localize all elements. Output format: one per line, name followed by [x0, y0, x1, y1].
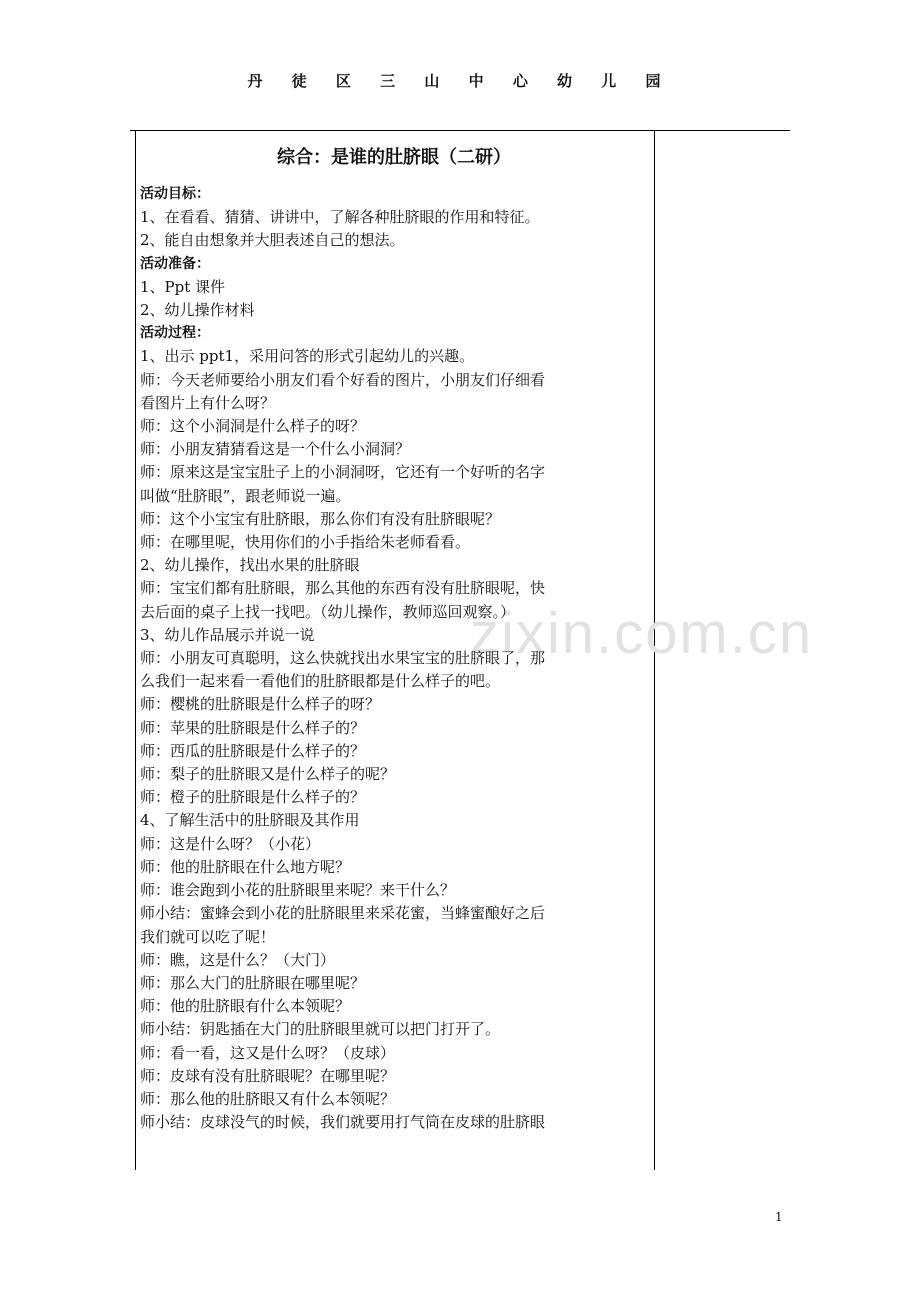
text-line: 师：他的肚脐眼在什么地方呢？ — [140, 857, 351, 876]
text-line: 3、幼儿作品展示并说一说 — [140, 625, 315, 644]
document-body — [140, 145, 648, 1134]
text-line: 1、在看看、猜猜、讲讲中，了解各种肚脐眼的作用和特征。 — [140, 208, 540, 227]
school-header: 丹 徒 区 三 山 中 心 幼 儿 园 — [247, 72, 673, 90]
text-line: 1、Ppt 课件 — [140, 277, 226, 296]
text-line: 师：看一看，这又是什么呀？（皮球） — [140, 1043, 396, 1062]
text-line: 师：他的肚脐眼有什么本领呢？ — [140, 997, 351, 1016]
page-number: 1 — [775, 1210, 783, 1224]
text-line: 师：樱桃的肚脐眼是什么样子的呀？ — [140, 695, 381, 714]
text-line: 看图片上有什么呀？ — [140, 393, 276, 412]
text-line: 师：西瓜的肚脐眼是什么样子的？ — [140, 741, 366, 760]
watermark: zixin.com.cn — [470, 601, 814, 666]
text-line: 师：今天老师要给小朋友们看个好看的图片，小朋友们仔细看 — [140, 370, 546, 389]
top-rule — [130, 130, 790, 131]
text-line: 师小结：钥匙插在大门的肚脐眼里就可以把门打开了。 — [140, 1020, 501, 1039]
document-title: 综合：是谁的肚脐眼（二研） — [277, 147, 511, 168]
text-line: 么我们一起来看一看他们的肚脐眼都是什么样子的吧。 — [140, 672, 501, 691]
text-line: 2、幼儿操作材料 — [140, 301, 255, 320]
text-line: 我们就可以吃了呢！ — [140, 927, 276, 946]
left-border — [135, 130, 136, 1170]
text-line: 师小结：皮球没气的时候，我们就要用打气筒在皮球的肚脐眼 — [140, 1113, 546, 1132]
text-line: 师：皮球有没有肚脐眼呢？在哪里呢？ — [140, 1066, 396, 1085]
section-heading: 活动过程： — [140, 325, 210, 342]
text-line: 师：小朋友猜猜看这是一个什么小洞洞？ — [140, 440, 411, 459]
text-line: 1、出示 ppt1，采用问答的形式引起幼儿的兴趣。 — [140, 347, 475, 366]
text-line: 师：那么大门的肚脐眼在哪里呢？ — [140, 973, 366, 992]
section-heading: 活动目标： — [140, 186, 210, 202]
text-line: 2、能自由想象并大胆表述自己的想法。 — [140, 231, 405, 250]
text-line: 师：这个小宝宝有肚脐眼，那么你们有没有肚脐眼呢？ — [140, 509, 501, 528]
text-line: 师小结：蜜蜂会到小花的肚脐眼里来采花蜜，当蜂蜜酿好之后 — [140, 904, 546, 923]
document-lines — [140, 183, 648, 1134]
section-heading: 活动准备： — [140, 255, 210, 272]
text-line: 去后面的桌子上找一找吧。（幼儿操作，教师巡回观察。） — [140, 602, 516, 621]
text-line: 师：橙子的肚脐眼是什么样子的？ — [140, 788, 366, 807]
text-line: 师：宝宝们都有肚脐眼，那么其他的东西有没有肚脐眼呢，快 — [140, 579, 546, 598]
text-line: 师：苹果的肚脐眼是什么样子的？ — [140, 718, 366, 737]
text-line: 师：原来这是宝宝肚子上的小洞洞呀，它还有一个好听的名字 — [140, 463, 546, 482]
text-line: 师：谁会跑到小花的肚脐眼里来呢？来干什么？ — [140, 881, 456, 900]
text-line: 师：瞧，这是什么？（大门） — [140, 950, 336, 969]
text-line: 师：梨子的肚脐眼又是什么样子的呢？ — [140, 765, 396, 784]
text-line: 师：在哪里呢，快用你们的小手指给朱老师看看。 — [140, 533, 471, 552]
text-line: 师：小朋友可真聪明，这么快就找出水果宝宝的肚脐眼了，那 — [140, 649, 546, 668]
text-line: 师：那么他的肚脐眼又有什么本领呢？ — [140, 1089, 396, 1108]
text-line: 师：这是什么呀？（小花） — [140, 834, 321, 853]
text-line: 叫做“肚脐眼”，跟老师说一遍。 — [140, 486, 351, 505]
text-line: 4、了解生活中的肚脐眼及其作用 — [140, 811, 360, 830]
text-line: 2、幼儿操作，找出水果的肚脐眼 — [140, 556, 360, 575]
text-line: 师：这个小洞洞是什么样子的呀？ — [140, 417, 366, 436]
